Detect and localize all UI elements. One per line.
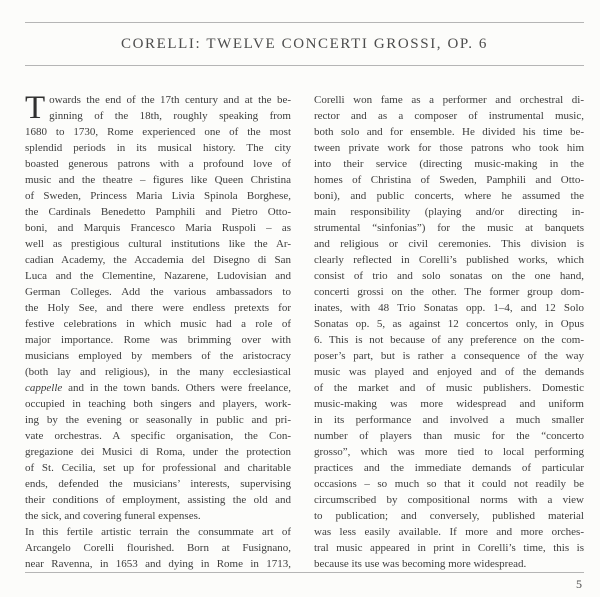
article-body — [25, 92, 584, 572]
left-column — [25, 92, 291, 572]
text-line: music-making was more widespread and uniform — [314, 398, 584, 410]
right-column — [314, 92, 584, 572]
page-number: 5 — [576, 577, 582, 591]
text-line: gregazione dei Musici di Roma, under the protection — [25, 446, 291, 458]
text-line: 1680 to 1730, Rome experienced one of the most — [25, 126, 291, 138]
text-line: into their service (directing music-making in the — [314, 158, 584, 170]
text-line: both solo and for ensemble. He divided his time be- — [314, 126, 584, 138]
text-line: consist of trio and solo sonatas on the one hand, — [314, 270, 584, 282]
text-line: their conditions of employment, assisting the old and — [25, 494, 291, 506]
text-line: near Ravenna, in 1653 and dying in Rome in 1713, — [25, 558, 291, 570]
text-line: 6. This is not because of any preference on the com- — [314, 334, 584, 346]
text-line: festive celebrations in which music had a role of — [25, 318, 291, 330]
text-line: was less easily available. If more and more orches- — [314, 526, 584, 538]
text-line: the Cardinals Benedetto Pamphili and Pietro Otto- — [25, 206, 291, 218]
text-line: the sick, and covering funeral expenses. — [25, 510, 201, 522]
text-line: boasted generous patrons with a profound love of — [25, 158, 291, 170]
text-line: musicians employed by members of the aristocracy — [25, 350, 291, 362]
text-line: practices and the immediate demands of particular — [314, 462, 584, 474]
text-line: well as prestigious cultural institutions like the Ar- — [25, 238, 291, 250]
text-line: vate orchestras. A specific organisation, the Con- — [25, 430, 291, 442]
text-line: Corelli won fame as a performer and orchestral di- — [314, 94, 584, 106]
text-line: inates, with 48 Trio Sonatas opp. 1–4, and 12 Solo — [314, 302, 584, 314]
text-line: cadian Academy, the Accademia del Disegno di San — [25, 254, 291, 266]
text-line: ginning of the 18th, roughly speaking from — [49, 110, 291, 122]
text-line: boni, and Marquis Francesco Maria Ruspoli – as — [25, 222, 291, 234]
text-line: grosso”, which was more tied to local performing — [314, 446, 584, 458]
text-line: of Sweden, Princess Maria Livia Spinola Borghese, — [25, 190, 291, 202]
text-line: Arcangelo Corelli flourished. Born at Fusignano, — [25, 542, 291, 554]
text-line: ing by the evening or seasonally in public and pri- — [25, 414, 291, 426]
text-line: strumental “sinfonias”) for the music at banquets — [314, 222, 584, 234]
text-line: to publication; and conversely, published material — [314, 510, 584, 522]
text-line: owards the end of the 17th century and at the be- — [49, 94, 291, 106]
text-line: German Colleges. Add the various ambassadors to — [25, 286, 291, 298]
text-line-rest: and in the town bands. Others were freelance, — [62, 382, 291, 394]
text-line — [25, 380, 291, 396]
text-line: splendid periods in its musical history. The city — [25, 142, 291, 154]
text-line: and religious or civil ceremonies. This division is — [314, 238, 584, 250]
text-line: poser’s part, but is rather a consequence of the way — [314, 350, 584, 362]
text-line: ends, defended the musicians’ interests, supervising — [25, 478, 291, 490]
text-line: music and the theatre – figures like Queen Christina — [25, 174, 291, 186]
text-line: because its use was becoming more widespread. — [314, 558, 527, 570]
text-line: homes of Christina of Sweden, Pamphili and Otto- — [314, 174, 584, 186]
text-line: circumscribed by compositional norms with a view — [314, 494, 584, 506]
text-line: music was played and enjoyed and of the demands — [314, 366, 584, 378]
text-line: In this fertile artistic terrain the consummate art of — [25, 526, 291, 538]
page-title: CORELLI: TWELVE CONCERTI GROSSI, OP. 6 — [121, 36, 488, 52]
title-rule-bottom — [25, 65, 584, 66]
text-line: occasions – so much so that it could not readily be — [314, 478, 584, 490]
text-line: number of players than music for the “concerto — [314, 430, 584, 442]
text-line: the Holy See, and there were endless pretexts for — [25, 302, 291, 314]
text-line: of St. Cecilia, set up for professional and charitable — [25, 462, 291, 474]
text-line: main responsibility (playing and/or directing in- — [314, 206, 584, 218]
text-line: occupied in teaching both singers and players, work- — [25, 398, 291, 410]
text-line: concerti grossi on the other. The former group dom- — [314, 286, 584, 298]
italic-term: cappelle — [25, 382, 63, 394]
text-line: of the market and of music publishers. Domestic — [314, 382, 584, 394]
text-line: (both lay and religious), in the many ecclesiastical — [25, 366, 291, 378]
text-line: clearly reflected in Corelli’s published works, which — [314, 254, 584, 266]
text-line: rector and as a composer of instrumental music, — [314, 110, 584, 122]
text-line: Luca and the Clementine, Nazarene, Ludovisian and — [25, 270, 291, 282]
text-line: tral music appeared in print in Corelli’s time, this is — [314, 542, 584, 554]
drop-cap: T — [25, 90, 46, 126]
text-line: Sonatas op. 5, as against 12 concertos only, in Opus — [314, 318, 584, 330]
text-line: tween private work for those patrons who took him — [314, 142, 584, 154]
text-line: in its performance and involved a much smaller — [314, 414, 584, 426]
text-line: major importance. Rome was brimming over with — [25, 334, 291, 346]
text-line: boni), and public concerts, where he assumed the — [314, 190, 584, 202]
